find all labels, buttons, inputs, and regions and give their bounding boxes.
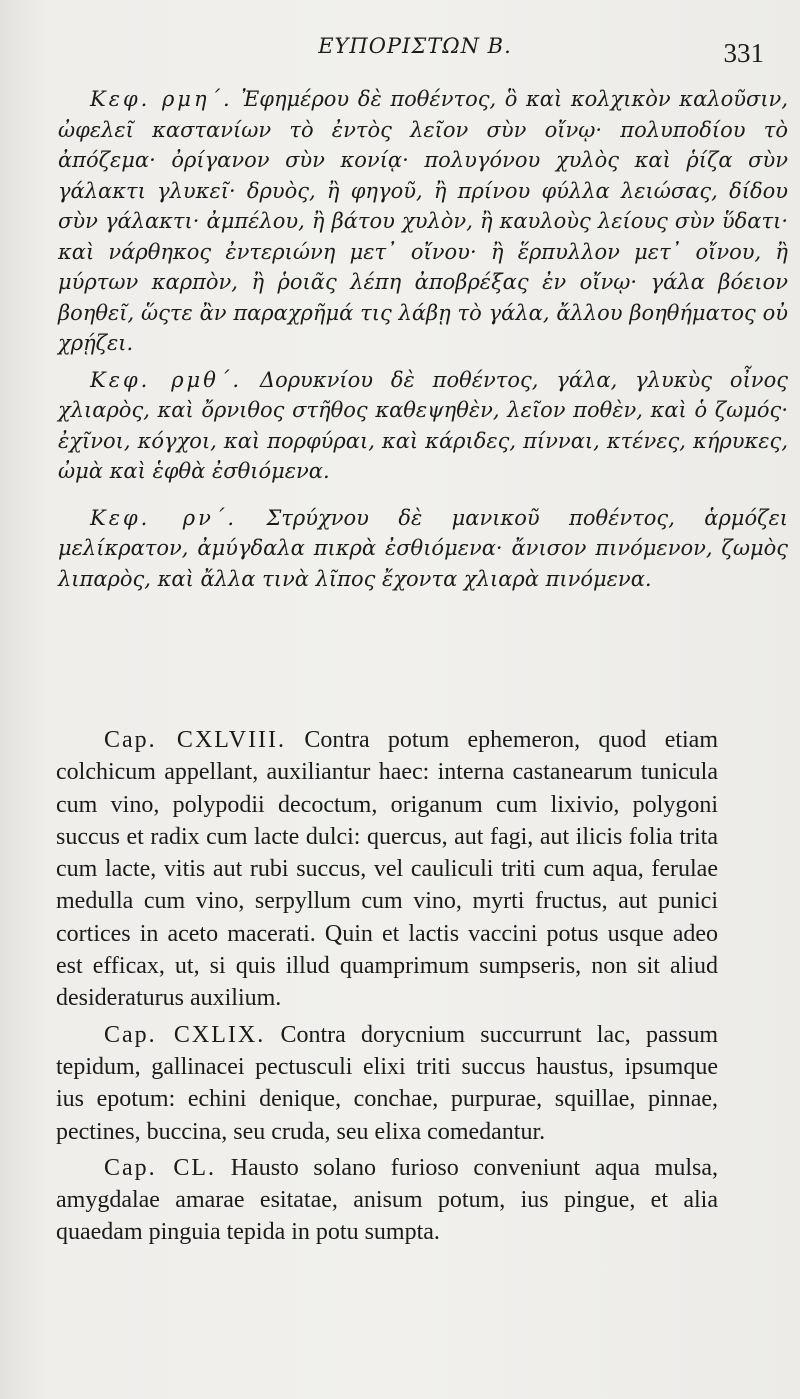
page-number: 331 [723,38,764,68]
latin-paragraph [56,1019,718,1148]
greek-chapter-label: Κεφ. ρμη΄. [90,87,233,111]
latin-paragraph [56,1152,718,1249]
latin-chapter-label: Cap. CL. [104,1154,217,1181]
latin-chapter-text: Contra dorycnium succurrunt lac, passum tepidum, gallinacei pectusculi elixi triti succus haustus, ipsumque ius epotum: echini denique, conchae, purpurae, squillae, pinnae, pectines, buccina, seu cruda, seu elixa comedantur. [56,1021,719,1145]
latin-chapter-text: Contra potum ephemeron, quod etiam colchicum appellant, auxiliantur haec: interna castanearum tunicula cum vino, polypodii decoctum, origanum cum lixivio, polygoni succus et radix cum lacte dulci: quercus, aut fagi, aut ilicis folia trita cum lacte, vitis aut rubi succus, vel cauliculi triti cum aqua, ferulae medulla cum vino, serpyllum cum vino, myrti fructus, aut punici cortices in aceto macerati. Quin et lactis vaccini potus usque adeo est efficax, ut, si quis illud quamprimum sumpseris, non sit aliud desideraturus auxilium. [56,727,719,1012]
latin-chapter-label: Cap. CXLIX. [104,1021,266,1048]
greek-chapter-text: Στρύχνου δὲ μανικοῦ ποθέντος, ἁρμόζει μελίκρατον, ἀμύγδαλα πικρὰ ἐσθιόμενα· ἄνισον πινόμενον, ζωμὸς λιπαρὸς, καὶ ἄλλα τινὰ λῖπος ἔχοντα χλιαρὰ πινόμενα. [58,505,788,591]
greek-chapter-label: Κεφ. ρμθ΄. [90,367,243,392]
latin-chapter-label: Cap. CXLVIII. [104,727,287,753]
latin-paragraph [56,724,718,1015]
greek-chapter-text: Δορυκνίου δὲ ποθέντος, γάλα, γλυκὺς οἶνος χλιαρὸς, καὶ ὄρνιθος στῆθος καθεψηθὲν, λεῖον ποθὲν, καὶ ὁ ζωμός· ἐχῖνοι, κόγχοι, καὶ πορφύραι, καὶ κάριδες, πίνναι, κτένες, κήρυκες, ὠμὰ καὶ ἑφθὰ ἐσθιόμενα. [58,367,788,483]
greek-paragraph [58,503,788,595]
greek-paragraph [58,365,788,487]
greek-chapter-label: Κεφ. ρν΄. [90,505,238,530]
greek-paragraph [58,84,788,359]
greek-text-column [58,84,788,600]
running-title: ΕΥΠΟΡΙΣΤΩΝ Β. [318,34,512,58]
latin-chapter-text: Hausto solano furioso conveniunt aqua mulsa, amygdalae amarae esitatae, anisum potum, ius pingue, et alia quaedam pinguia tepida in potu sumpta. [56,1154,719,1246]
latin-text-column [56,724,718,1253]
greek-chapter-text: Ἐφημέρου δὲ ποθέντος, ὃ καὶ κολχικὸν καλοῦσιν, ὠφελεῖ καστανίων τὸ ἐντὸς λεῖον σὺν οἴνῳ· πολυποδίου τὸ ἀπόζεμα· ὀρίγανον σὺν κονίᾳ· πολυγόνου χυλὸς καὶ ῥίζα σὺν γάλακτι γλυκεῖ· δρυὸς, ἢ φηγοῦ, ἢ πρίνου φύλλα λειώσας, δίδου σὺν γάλακτι· ἀμπέλου, ἢ βάτου χυλὸν, ἢ καυλοὺς λείους σὺν ὕδατι· καὶ νάρθηκος ἐντεριώνη μετ᾽ οἴνου· ἢ ἕρπυλλον μετ᾽ οἴνου, ἢ μύρτων καρπὸν, ἢ ῥοιᾶς λέπη ἀποβρέξας ἐν οἴνῳ· γάλα βόειον βοηθεῖ, ὥςτε ἂν παραχρῆμά τις λάβῃ τὸ γάλα, ἄλλου βοηθήματος οὐ χρῄζει. [58,87,788,355]
running-head [60,34,770,74]
